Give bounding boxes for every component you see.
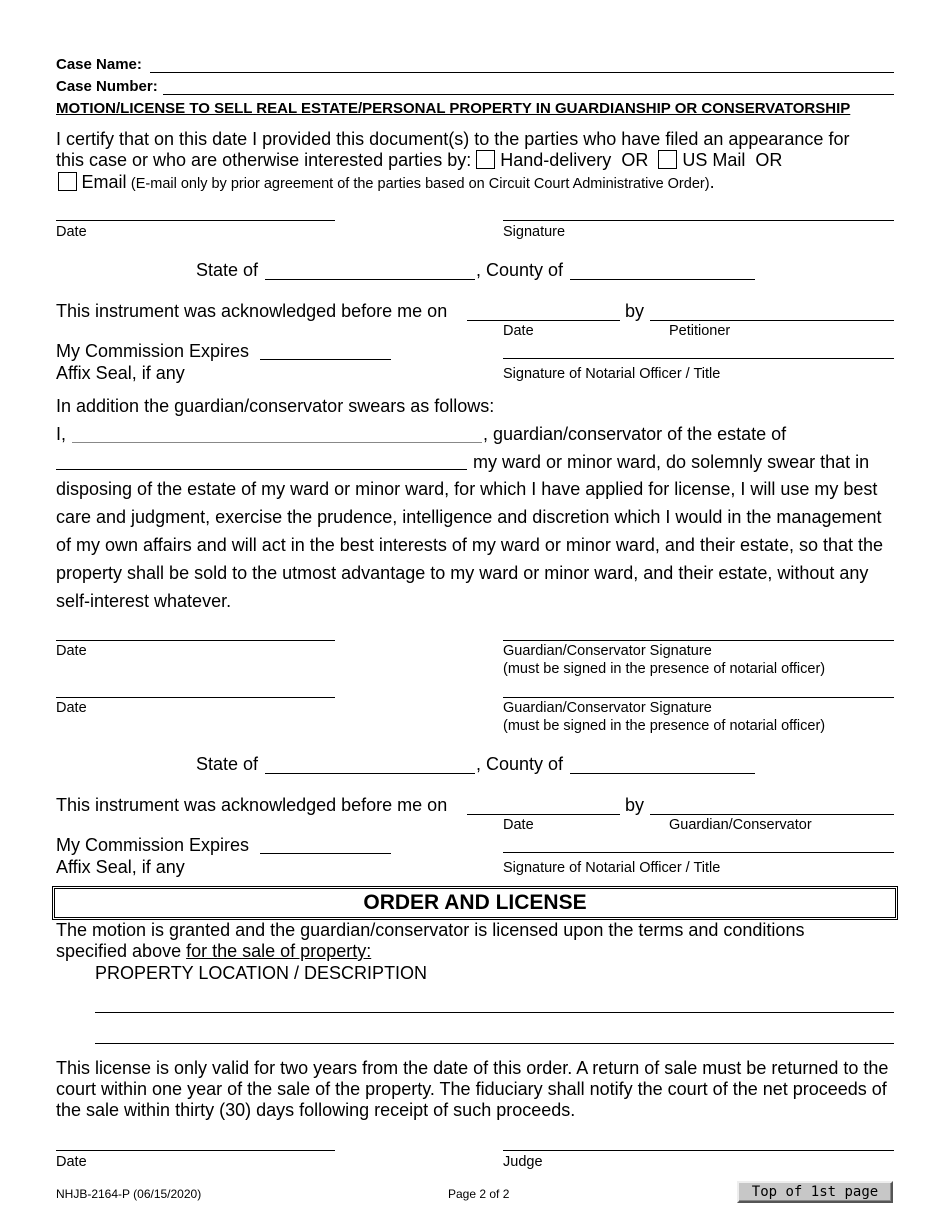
us-mail-checkbox[interactable] [658, 150, 677, 169]
guardian-signature-line-1[interactable] [503, 640, 894, 641]
or-label-2: OR [755, 150, 783, 170]
case-name-field[interactable] [150, 72, 894, 73]
guardian-signature-note-1: (must be signed in the presence of notarial officer) [503, 661, 826, 677]
case-number-field[interactable] [163, 94, 894, 95]
affix-seal-label-1: Affix Seal, if any [56, 363, 185, 383]
top-of-first-page-button[interactable]: Top of 1st page [737, 1181, 893, 1203]
guardian-date-line-1[interactable] [56, 640, 335, 641]
guardian-date-line-2[interactable] [56, 697, 335, 698]
affix-seal-label-2: Affix Seal, if any [56, 857, 185, 877]
property-location-label: PROPERTY LOCATION / DESCRIPTION [95, 963, 428, 983]
commission-expires-field-2[interactable] [260, 853, 391, 854]
email-checkbox[interactable] [58, 172, 77, 191]
guardian-date-label-1: Date [56, 643, 87, 659]
state-of-label-2: State of [196, 754, 259, 774]
ack-date-label-2: Date [503, 817, 534, 833]
petitioner-label: Petitioner [669, 323, 731, 339]
notarial-signature-line-2[interactable] [503, 852, 894, 853]
certify-prefix: this case or who are otherwise interested parties by: [56, 150, 472, 170]
certify-signature-label: Signature [503, 224, 566, 240]
email-note: (E-mail only by prior agreement of the parties based on Circuit Court Administrative Order) [130, 176, 710, 192]
county-of-label-2: , County of [476, 754, 564, 774]
property-description-line-1[interactable] [95, 1012, 894, 1013]
commission-expires-label-2: My Commission Expires [56, 835, 250, 855]
page-number: Page 2 of 2 [448, 1187, 510, 1201]
commission-expires-field-1[interactable] [260, 359, 391, 360]
county-field-2[interactable] [570, 773, 755, 774]
guardian-conservator-field[interactable] [650, 814, 894, 815]
state-field-1[interactable] [265, 279, 475, 280]
certify-line-3 [58, 172, 715, 193]
guardian-signature-note-2: (must be signed in the presence of notarial officer) [503, 718, 826, 734]
state-of-label-1: State of [196, 260, 259, 280]
form-number: NHJB-2164-P (06/15/2020) [56, 1187, 202, 1201]
judge-date-label: Date [56, 1154, 87, 1170]
oath-of-estate: , guardian/conservator of the estate of [483, 424, 787, 444]
oath-i-label: I, [56, 424, 67, 444]
case-number-label: Case Number: [56, 78, 158, 95]
oath-ward-line: my ward or minor ward, do solemnly swear that in [473, 452, 870, 472]
acknowledged-label-1: This instrument was acknowledged before me on [56, 301, 448, 321]
judge-date-line[interactable] [56, 1150, 335, 1151]
form-title: MOTION/LICENSE TO SELL REAL ESTATE/PERSONAL PROPERTY IN GUARDIANSHIP OR CONSERVATORSHIP [56, 100, 851, 117]
judge-label: Judge [503, 1154, 543, 1170]
us-mail-label: US Mail [682, 150, 746, 170]
license-validity-text: This license is only valid for two years from the date of this order. A return of sale must be returned to the court within one year of the sale of the property. The fiduciary shall notify the court of the net proceeds of the sale within thirty (30) days following receipt of such proceeds. [56, 1058, 889, 1120]
or-label-1: OR [621, 150, 649, 170]
guardian-signature-label-2: Guardian/Conservator Signature [503, 700, 712, 716]
guardian-name-field[interactable] [72, 442, 482, 443]
order-granted-line-2 [56, 941, 371, 962]
notarial-signature-label-1: Signature of Notarial Officer / Title [503, 366, 721, 382]
ack-date-field-2[interactable] [467, 814, 620, 815]
order-license-heading: ORDER AND LICENSE [52, 886, 898, 920]
email-period: . [709, 172, 715, 192]
oath-body: disposing of the estate of my ward or minor ward, for which I have applied for license, I will use my best care and judgment, exercise the prudence, intelligence and discretion which I would in the management of my own affairs and will act in the best interests of my ward or minor ward, and their estate, so that the property shall be sold to the utmost advantage to my ward or minor ward, and their estate, without any self-interest whatever. [56, 479, 884, 611]
commission-expires-label-1: My Commission Expires [56, 341, 250, 361]
county-of-label-1: , County of [476, 260, 564, 280]
notarial-signature-line-1[interactable] [503, 358, 894, 359]
oath-intro: In addition the guardian/conservator swears as follows: [56, 396, 495, 416]
certify-signature-line[interactable] [503, 220, 894, 221]
by-label-2: by [625, 795, 645, 815]
petitioner-field[interactable] [650, 320, 894, 321]
state-field-2[interactable] [265, 773, 475, 774]
hand-delivery-checkbox[interactable] [476, 150, 495, 169]
ack-date-label-1: Date [503, 323, 534, 339]
order-granted-line-1: The motion is granted and the guardian/conservator is licensed upon the terms and conditions [56, 920, 805, 940]
guardian-signature-label-1: Guardian/Conservator Signature [503, 643, 712, 659]
guardian-date-label-2: Date [56, 700, 87, 716]
notarial-signature-label-2: Signature of Notarial Officer / Title [503, 860, 721, 876]
ward-name-field[interactable] [56, 469, 467, 470]
county-field-1[interactable] [570, 279, 755, 280]
case-name-label: Case Name: [56, 56, 142, 73]
certify-date-line[interactable] [56, 220, 335, 221]
by-label-1: by [625, 301, 645, 321]
judge-signature-line[interactable] [503, 1150, 894, 1151]
guardian-conservator-label: Guardian/Conservator [669, 817, 812, 833]
property-description-line-2[interactable] [95, 1043, 894, 1044]
order-granted-prefix: specified above [56, 941, 182, 961]
hand-delivery-label: Hand-delivery [500, 150, 612, 170]
guardian-signature-line-2[interactable] [503, 697, 894, 698]
certify-date-label: Date [56, 224, 87, 240]
certify-line-2 [56, 150, 782, 171]
ack-date-field-1[interactable] [467, 320, 620, 321]
email-label: Email [81, 172, 127, 192]
acknowledged-label-2: This instrument was acknowledged before me on [56, 795, 448, 815]
order-granted-underlined: for the sale of property: [186, 941, 372, 961]
certify-line-1: I certify that on this date I provided this document(s) to the parties who have filed an appearance for [56, 129, 850, 149]
